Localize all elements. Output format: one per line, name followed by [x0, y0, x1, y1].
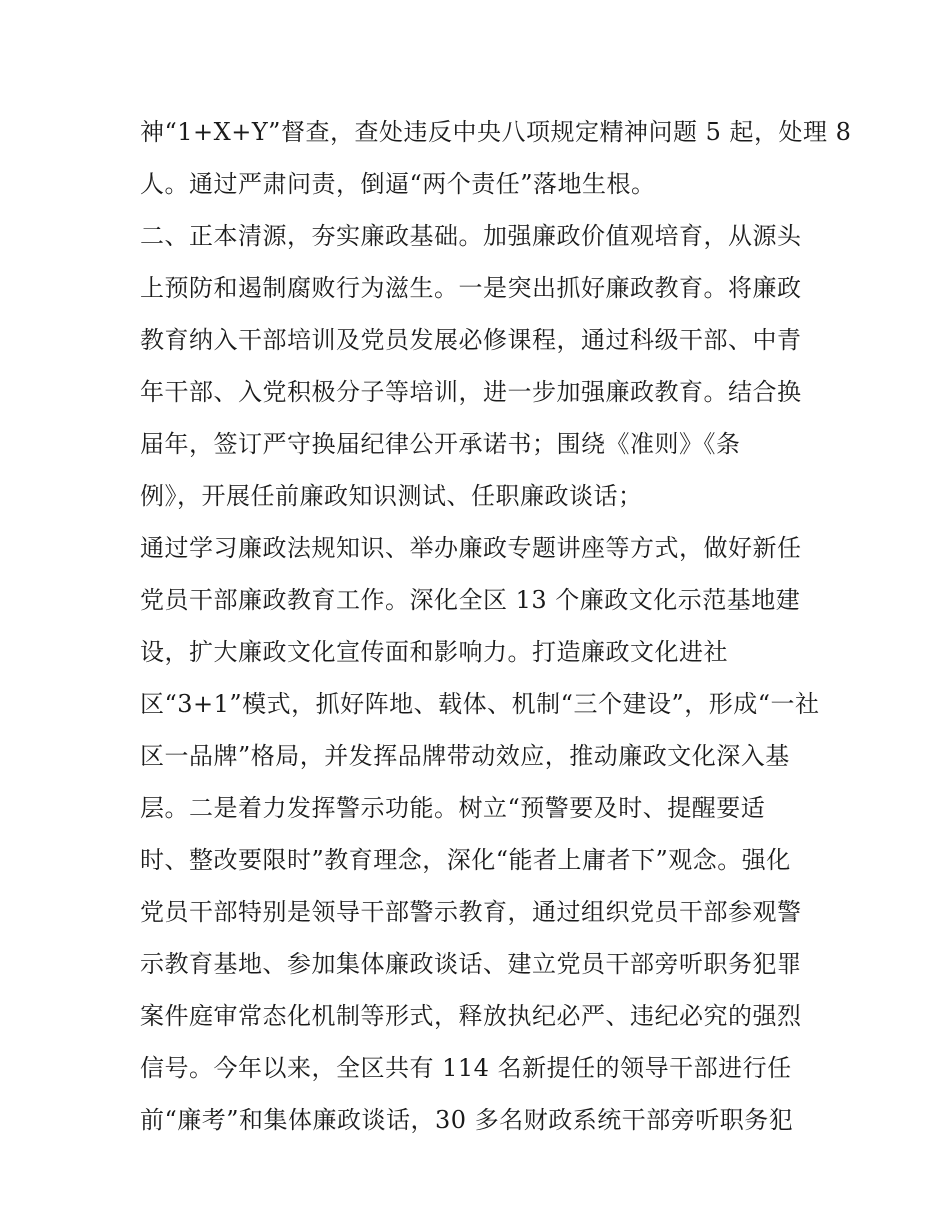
text-line-11: 设，扩大廉政文化宣传面和影响力。打造廉政文化进社 — [140, 638, 728, 666]
text-line-1: 神“1+X+Y”督查，查处违反中央八项规定精神问题 5 起，处理 8 — [140, 118, 852, 146]
text-line-12: 区“3+1”模式，抓好阵地、载体、机制“三个建设”，形成“一社 — [140, 690, 820, 718]
text-line-17: 示教育基地、参加集体廉政谈话、建立党员干部旁听职务犯罪 — [140, 950, 802, 978]
text-line-8: 例》，开展任前廉政知识测试、任职廉政谈话； — [140, 482, 643, 510]
text-line-10: 党员干部廉政教育工作。深化全区 13 个廉政文化示范基地建 — [140, 586, 801, 614]
text-line-4: 上预防和遏制腐败行为滋生。一是突出抓好廉政教育。将廉政 — [140, 274, 802, 302]
text-line-19: 信号。今年以来，全区共有 114 名新提任的领导干部进行任 — [140, 1054, 792, 1082]
text-line-14: 层。二是着力发挥警示功能。树立“预警要及时、提醒要适 — [140, 794, 766, 822]
body-text — [140, 106, 852, 1146]
text-line-3: 二、正本清源，夯实廉政基础。加强廉政价值观培育，从源头 — [140, 222, 802, 250]
text-line-16: 党员干部特别是领导干部警示教育，通过组织党员干部参观警 — [140, 898, 802, 926]
text-line-2: 人。通过严肃问责，倒逼“两个责任”落地生根。 — [140, 170, 656, 198]
text-line-15: 时、整改要限时”教育理念，深化“能者上庸者下”观念。强化 — [140, 846, 791, 874]
text-line-7: 届年，签订严守换届纪律公开承诺书；围绕《准则》《条 — [140, 430, 741, 458]
text-line-6: 年干部、入党积极分子等培训，进一步加强廉政教育。结合换 — [140, 378, 802, 406]
text-line-9: 通过学习廉政法规知识、举办廉政专题讲座等方式，做好新任 — [140, 534, 802, 562]
text-line-20: 前“廉考”和集体廉政谈话，30 多名财政系统干部旁听职务犯 — [140, 1106, 794, 1134]
text-line-13: 区一品牌”格局，并发挥品牌带动效应，推动廉政文化深入基 — [140, 742, 790, 770]
text-line-18: 案件庭审常态化机制等形式，释放执纪必严、违纪必究的强烈 — [140, 1002, 802, 1030]
text-line-5: 教育纳入干部培训及党员发展必修课程，通过科级干部、中青 — [140, 326, 802, 354]
